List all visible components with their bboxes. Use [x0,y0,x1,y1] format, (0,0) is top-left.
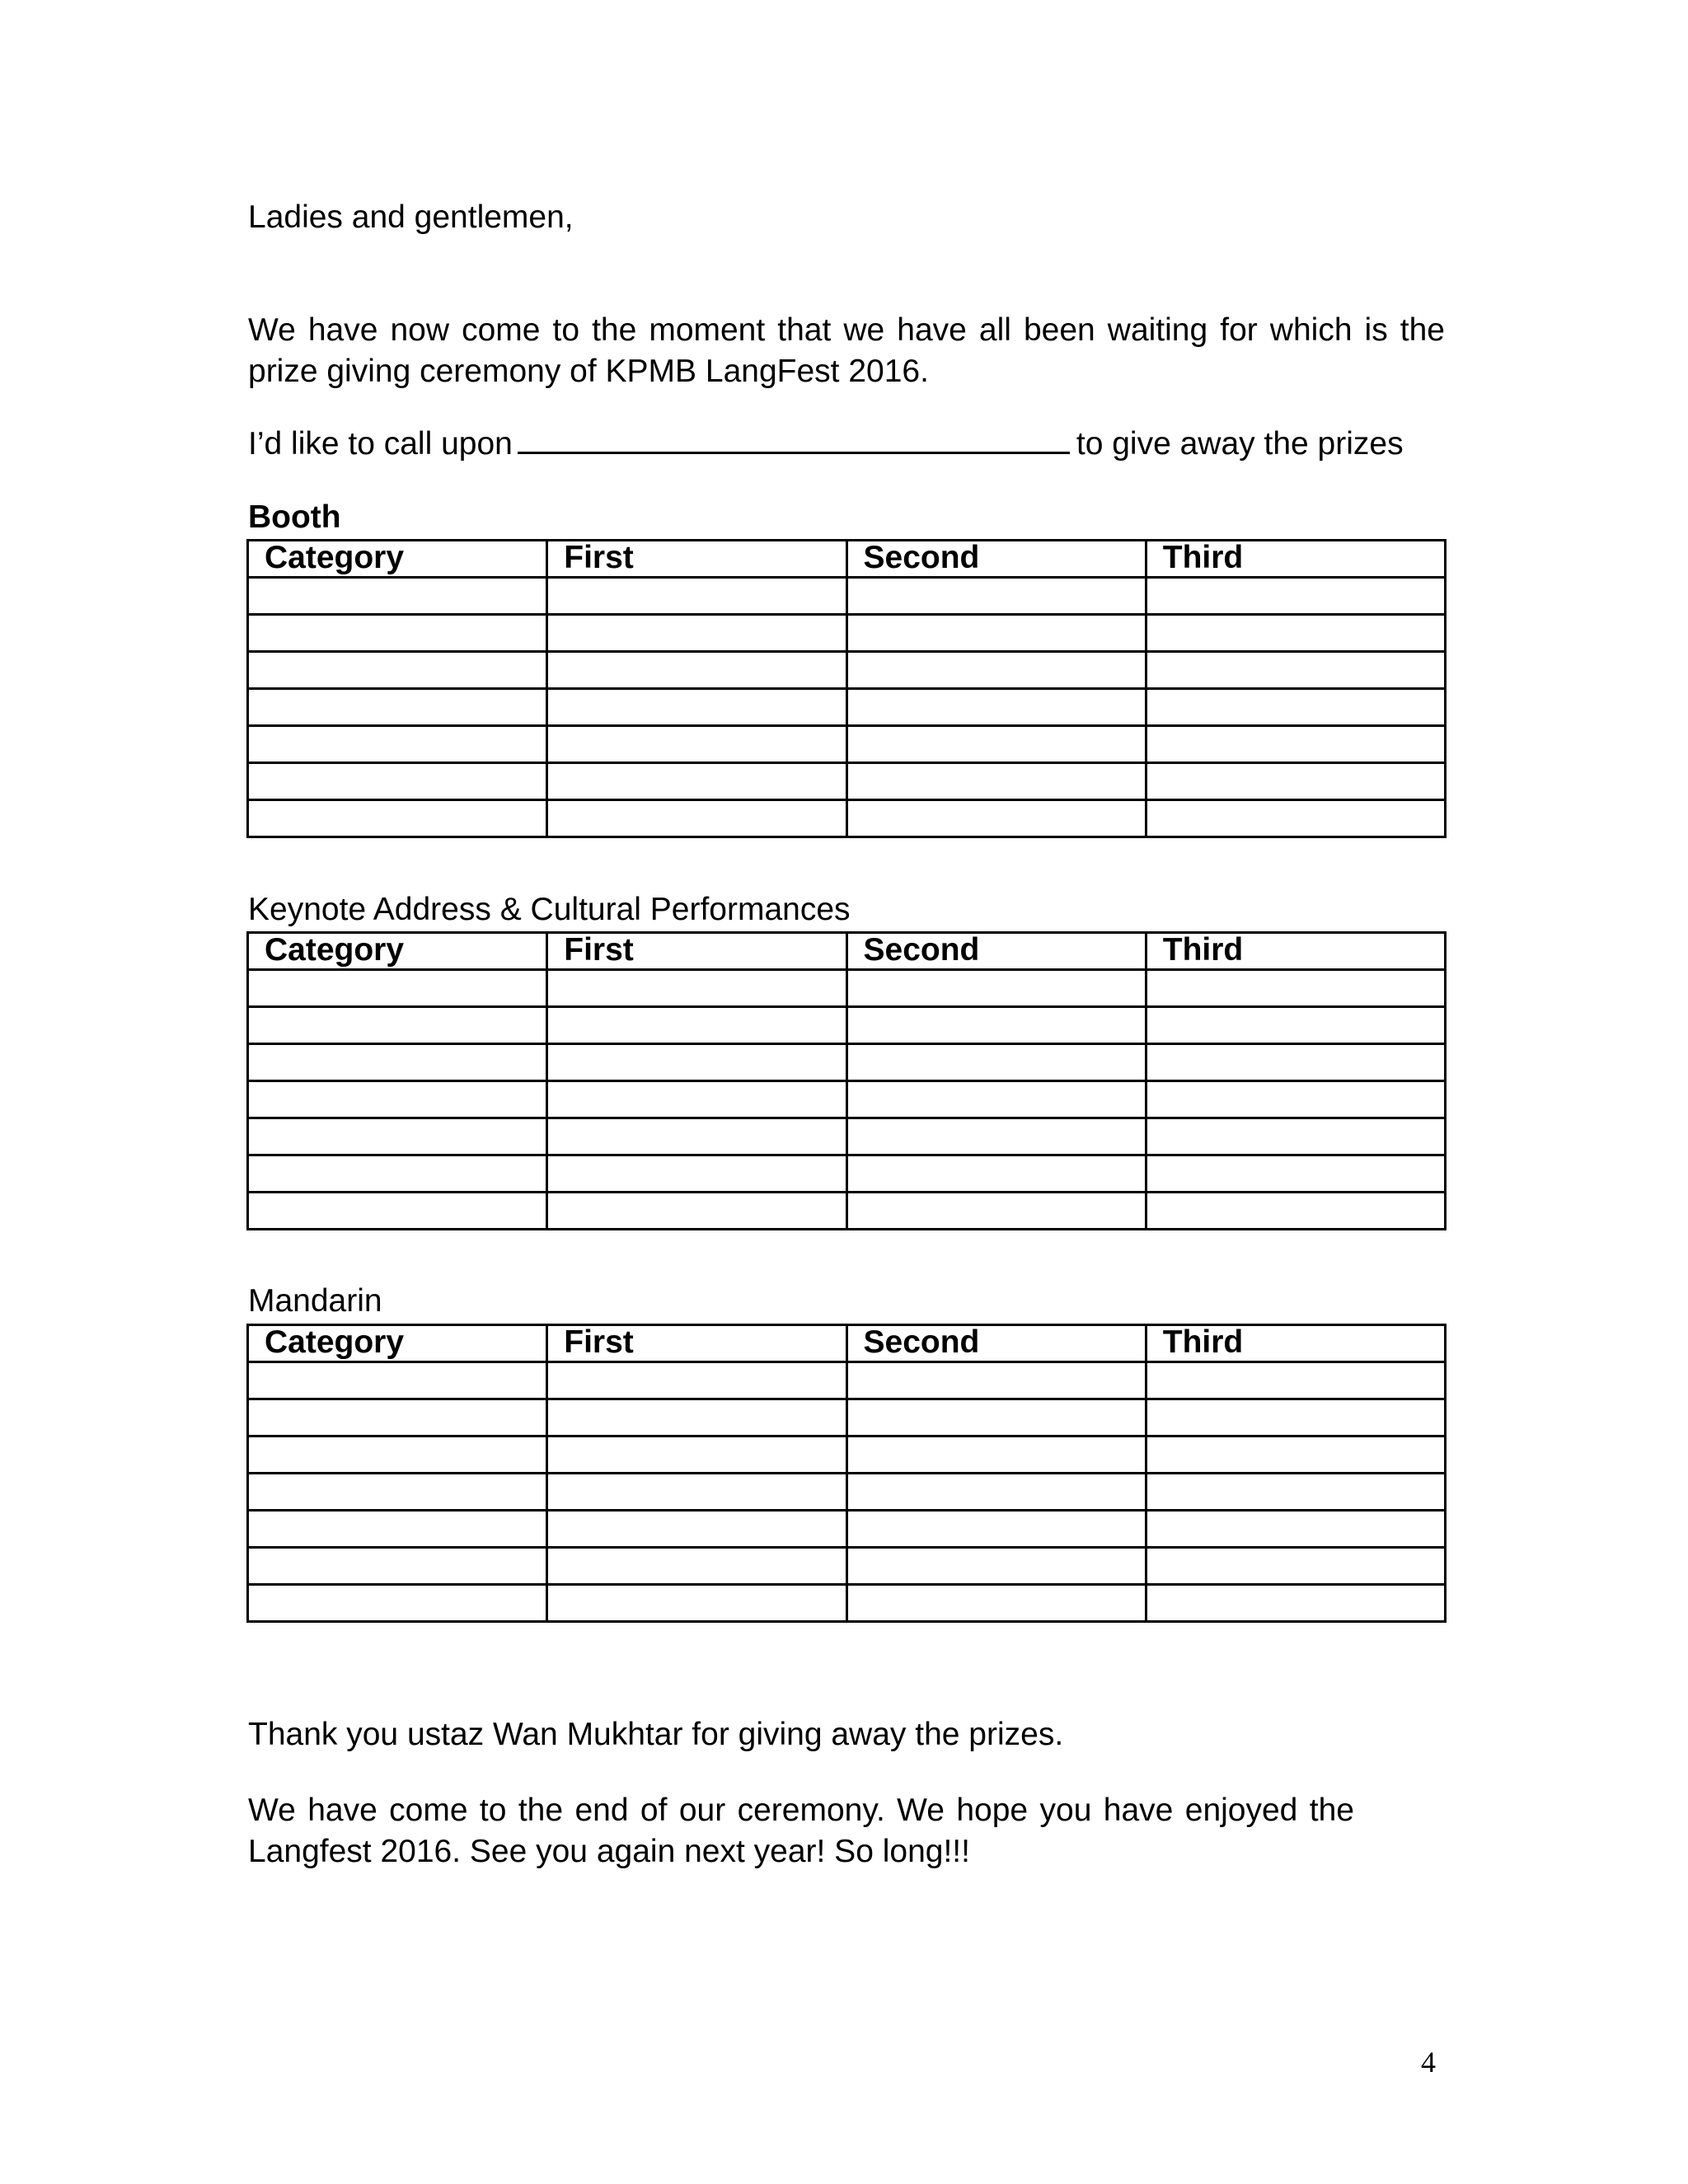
table-cell[interactable] [547,763,846,800]
table-row [248,1362,1446,1399]
column-header-category: Category [248,541,547,578]
table-cell[interactable] [248,1474,547,1511]
table-cell[interactable] [1146,578,1445,615]
table-cell[interactable] [846,726,1146,763]
table-cell[interactable] [846,652,1146,689]
table-cell[interactable] [846,1007,1146,1044]
table-cell[interactable] [248,1436,547,1474]
table-cell[interactable] [547,1399,846,1436]
table-cell[interactable] [248,1081,547,1118]
column-header-second: Second [846,933,1146,970]
intro-paragraph: We have now come to the moment that we have all been waiting for which is the prize giving ceremony of KPMB LangFest 2016. [248,312,1445,389]
table-cell[interactable] [547,1007,846,1044]
column-header-category: Category [248,933,547,970]
table-cell[interactable] [846,763,1146,800]
table-header-row [248,1325,1446,1362]
greeting: Ladies and gentlemen, [248,199,574,235]
section-title-mandarin: Mandarin [248,1283,382,1319]
table-cell[interactable] [248,652,547,689]
table-row [248,1081,1446,1118]
table-cell[interactable] [846,800,1146,837]
table-cell[interactable] [1146,1436,1445,1474]
table-cell[interactable] [248,1511,547,1548]
table-cell[interactable] [547,1193,846,1230]
table-row [248,970,1446,1007]
mandarin-prize-table [246,1324,1447,1623]
table-cell[interactable] [248,763,547,800]
table-cell[interactable] [846,615,1146,652]
table-cell[interactable] [1146,1118,1445,1155]
page-number: 4 [1421,2046,1436,2079]
column-header-first: First [547,933,846,970]
table-cell[interactable] [248,1399,547,1436]
booth-prize-table [246,539,1447,838]
table-cell[interactable] [248,1044,547,1081]
table-cell[interactable] [248,970,547,1007]
table-cell[interactable] [1146,763,1445,800]
table-cell[interactable] [547,726,846,763]
table-cell[interactable] [1146,689,1445,726]
table-cell[interactable] [1146,1474,1445,1511]
table-header-row [248,933,1446,970]
table-cell[interactable] [846,1118,1146,1155]
table-row [248,1548,1446,1585]
table-header-row [248,541,1446,578]
table-cell[interactable] [1146,1193,1445,1230]
column-header-category: Category [248,1325,547,1362]
presenter-name-blank[interactable] [518,452,1070,454]
table-cell[interactable] [846,1399,1146,1436]
table-cell[interactable] [248,689,547,726]
column-header-third: Third [1146,1325,1445,1362]
table-cell[interactable] [1146,1511,1445,1548]
table-row [248,800,1446,837]
table-cell[interactable] [248,726,547,763]
table-cell[interactable] [547,1511,846,1548]
table-cell[interactable] [846,1044,1146,1081]
keynote-prize-table [246,931,1447,1230]
table-row [248,1399,1446,1436]
table-row [248,1118,1446,1155]
table-cell[interactable] [846,689,1146,726]
table-cell[interactable] [547,1548,846,1585]
table-cell[interactable] [1146,615,1445,652]
column-header-first: First [547,541,846,578]
table-row [248,1155,1446,1193]
table-cell[interactable] [547,800,846,837]
table-cell[interactable] [248,1548,547,1585]
section-title-keynote: Keynote Address & Cultural Performances [248,892,851,927]
table-row [248,1007,1446,1044]
table-cell[interactable] [846,578,1146,615]
table-cell[interactable] [248,578,547,615]
table-cell[interactable] [547,1081,846,1118]
table-cell[interactable] [547,652,846,689]
column-header-second: Second [846,1325,1146,1362]
table-cell[interactable] [1146,970,1445,1007]
table-cell[interactable] [1146,800,1445,837]
call-upon-before: I’d like to call upon [248,426,513,462]
table-cell[interactable] [1146,1007,1445,1044]
table-cell[interactable] [547,1436,846,1474]
table-row [248,726,1446,763]
table-cell[interactable] [846,970,1146,1007]
column-header-first: First [547,1325,846,1362]
table-cell[interactable] [846,1155,1146,1193]
table-row [248,1044,1446,1081]
table-cell[interactable] [1146,1585,1445,1622]
table-cell[interactable] [547,1044,846,1081]
table-cell[interactable] [846,1474,1146,1511]
table-cell[interactable] [547,578,846,615]
table-cell[interactable] [1146,1044,1445,1081]
table-row [248,615,1446,652]
table-cell[interactable] [846,1436,1146,1474]
table-cell[interactable] [1146,726,1445,763]
thanks-line: Thank you ustaz Wan Mukhtar for giving away the prizes. [248,1717,1064,1752]
table-row [248,763,1446,800]
table-cell[interactable] [846,1548,1146,1585]
table-cell[interactable] [248,1155,547,1193]
table-row [248,1474,1446,1511]
table-cell[interactable] [846,1081,1146,1118]
column-header-third: Third [1146,933,1445,970]
call-upon-line [248,424,1404,465]
table-cell[interactable] [547,1585,846,1622]
table-cell[interactable] [1146,1362,1445,1399]
table-cell[interactable] [1146,1399,1445,1436]
table-cell[interactable] [547,1362,846,1399]
table-cell[interactable] [846,1362,1146,1399]
table-row [248,1193,1446,1230]
table-cell[interactable] [248,1585,547,1622]
column-header-third: Third [1146,541,1445,578]
table-row [248,1436,1446,1474]
table-cell[interactable] [248,615,547,652]
table-cell[interactable] [1146,1548,1445,1585]
table-cell[interactable] [547,689,846,726]
table-cell[interactable] [248,1193,547,1230]
table-cell[interactable] [547,1474,846,1511]
table-row [248,652,1446,689]
closing-paragraph: We have come to the end of our ceremony. We hope you have enjoyed the Langfest 2016. See you again next year! So long!!! [248,1793,1354,1869]
table-cell[interactable] [846,1585,1146,1622]
table-cell[interactable] [1146,1155,1445,1193]
table-cell[interactable] [248,800,547,837]
table-cell[interactable] [547,1155,846,1193]
table-cell[interactable] [1146,652,1445,689]
table-cell[interactable] [547,1118,846,1155]
section-title-booth: Booth [248,499,341,535]
column-header-second: Second [846,541,1146,578]
table-row [248,689,1446,726]
table-cell[interactable] [1146,1081,1445,1118]
table-row [248,578,1446,615]
table-cell[interactable] [547,615,846,652]
table-row [248,1585,1446,1622]
table-cell[interactable] [248,1007,547,1044]
table-cell[interactable] [846,1511,1146,1548]
table-row [248,1511,1446,1548]
table-cell[interactable] [547,970,846,1007]
table-cell[interactable] [248,1362,547,1399]
table-cell[interactable] [248,1118,547,1155]
table-cell[interactable] [846,1193,1146,1230]
call-upon-after: to give away the prizes [1076,426,1404,462]
